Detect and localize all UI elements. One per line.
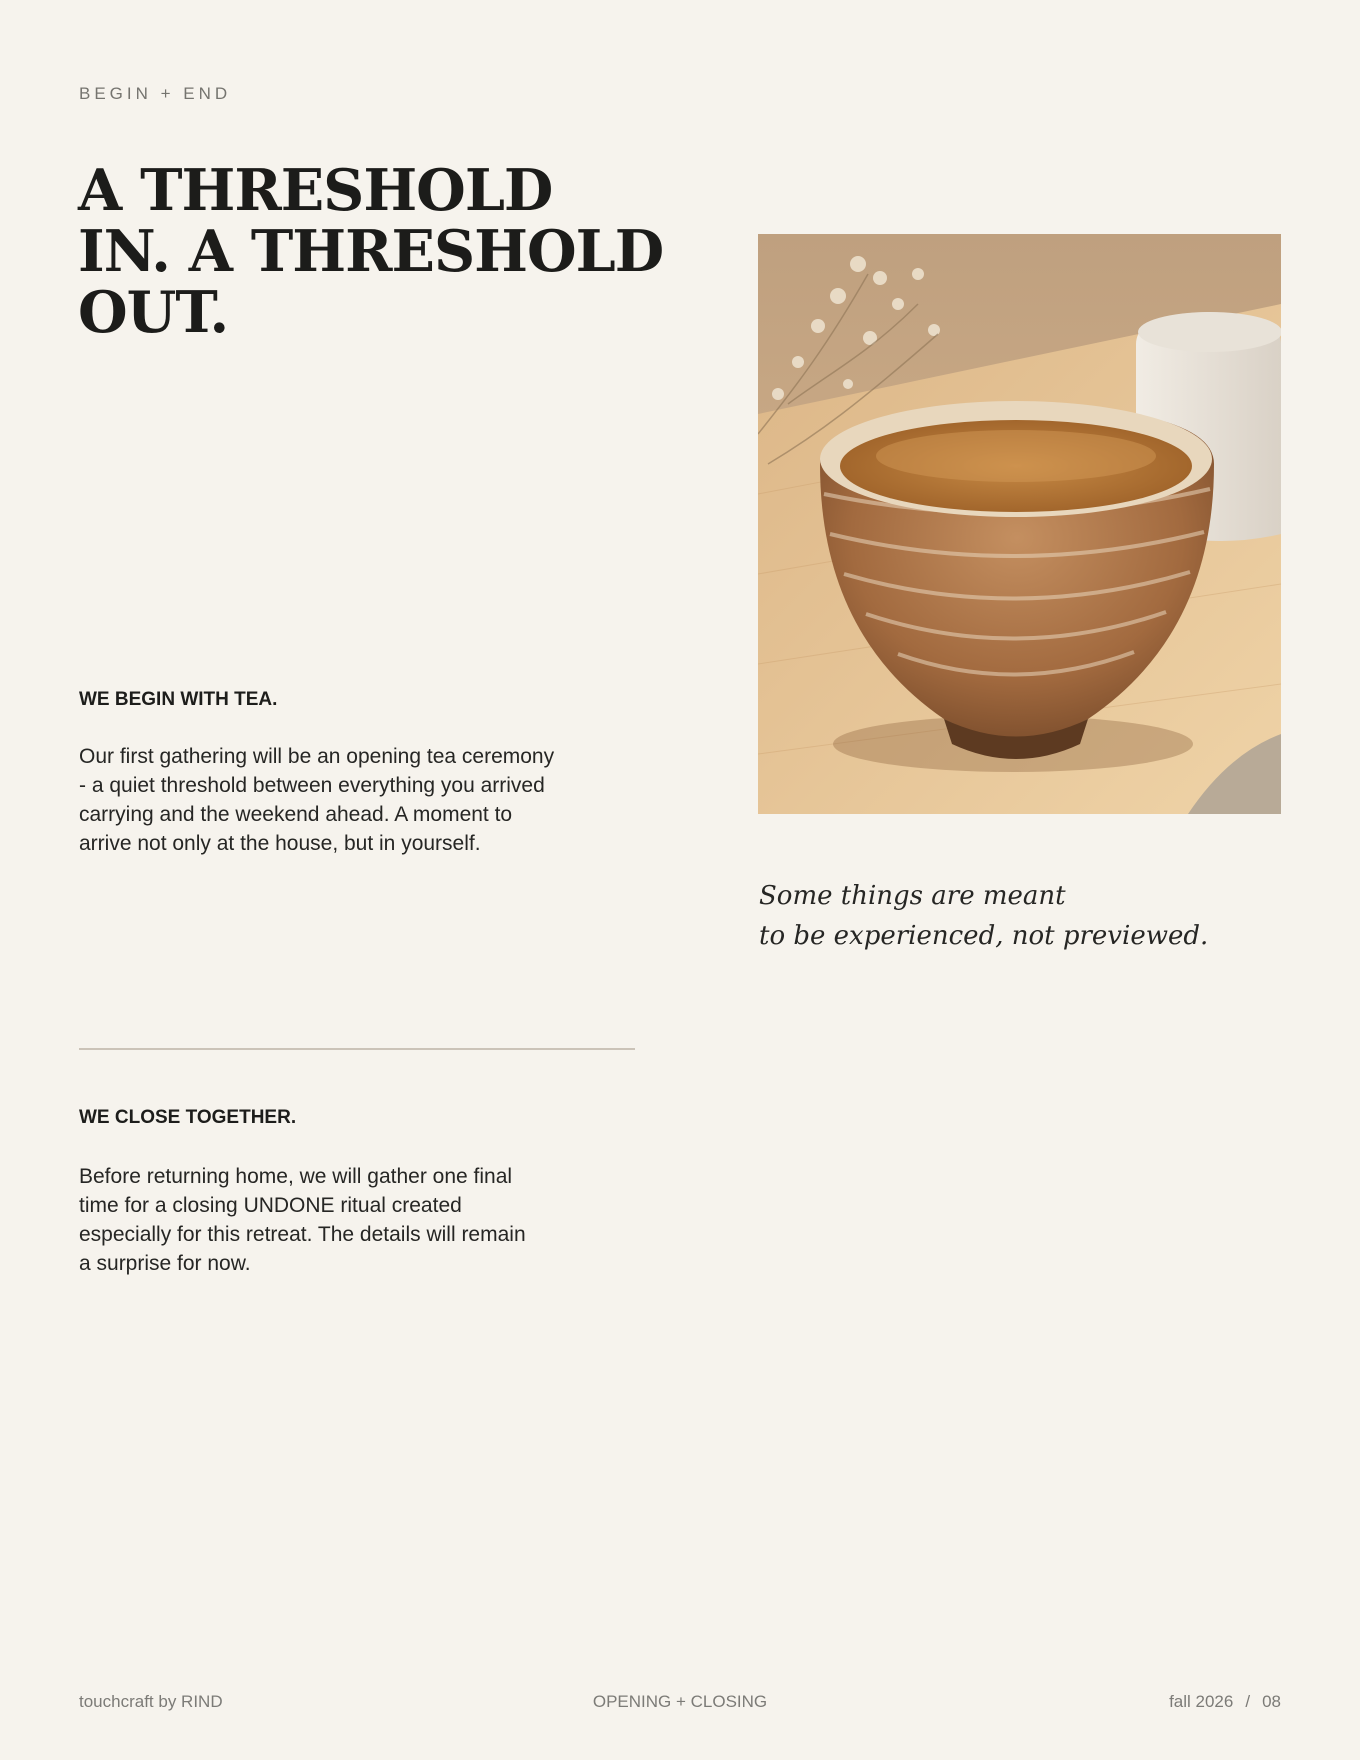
- closing-body: Before returning home, we will gather one final time for a closing UNDONE ritual created especially for this retreat. The details will remain a surprise for now.: [79, 1165, 526, 1275]
- tea-bowl-illustration: [758, 234, 1281, 814]
- pull-quote: [759, 876, 1279, 956]
- headline: [78, 157, 668, 346]
- footer-page-info: [1169, 1692, 1281, 1712]
- page-number: 08: [1262, 1692, 1281, 1711]
- footer-section: OPENING + CLOSING: [592, 1692, 768, 1711]
- quote-line: Some things are meant: [759, 881, 1066, 911]
- footer-edition: fall 2026: [1169, 1692, 1234, 1711]
- footer-separator: /: [1245, 1692, 1251, 1711]
- tea-bowl-photo: [758, 234, 1281, 814]
- section-label: BEGIN + END: [79, 84, 232, 103]
- headline-line: OUT.: [78, 279, 229, 346]
- opening-body: Our first gathering will be an opening tea ceremony - a quiet threshold between everything you arrived carrying and the weekend ahead. A moment to arrive not only at the house, but in yourself.: [79, 745, 555, 855]
- quote-line: to be experienced, not previewed.: [759, 921, 1209, 951]
- headline-line: A THRESHOLD: [78, 157, 553, 224]
- divider: [79, 1048, 635, 1050]
- footer-brand: touchcraft by RIND: [79, 1692, 223, 1711]
- headline-line: IN. A THRESHOLD: [78, 218, 664, 285]
- opening-title: WE BEGIN WITH TEA.: [79, 689, 278, 710]
- closing-title: WE CLOSE TOGETHER.: [79, 1107, 297, 1128]
